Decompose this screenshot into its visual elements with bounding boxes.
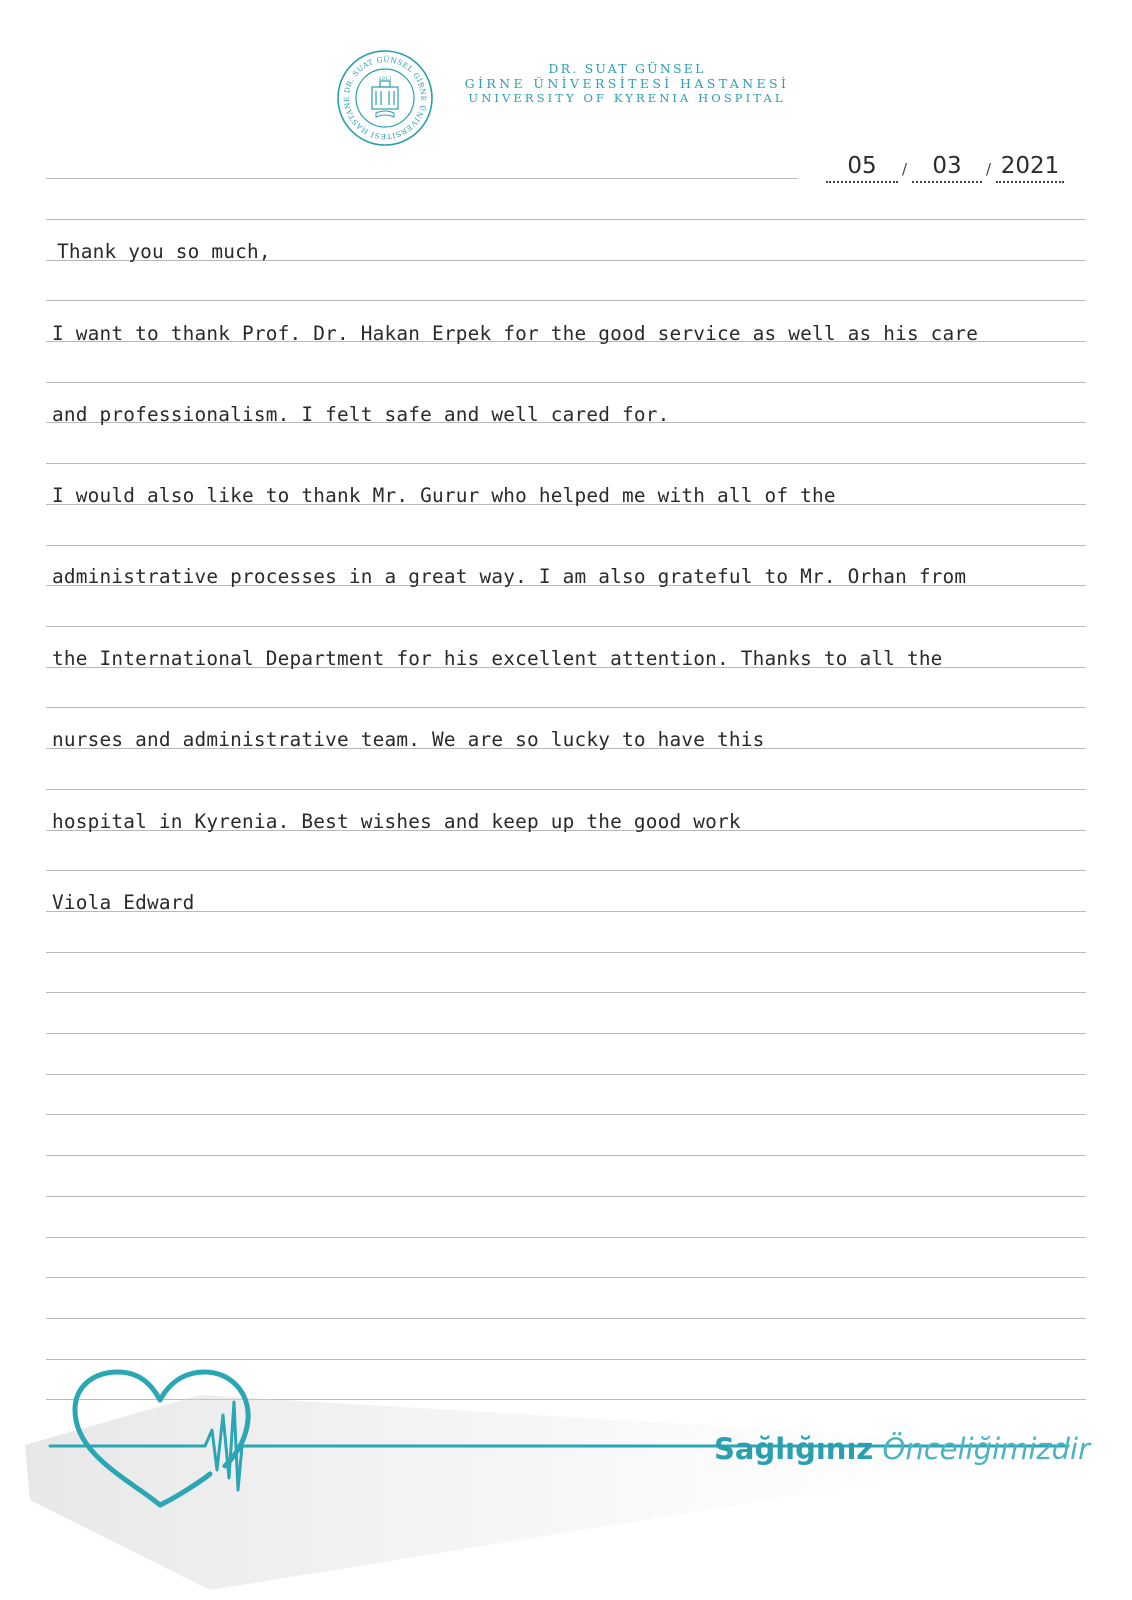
- date-year: 2021: [996, 151, 1064, 183]
- letter-line: administrative processes in a great way. I am also grateful to Mr. Orhan from: [52, 565, 967, 588]
- ruled-line: [46, 1114, 1086, 1115]
- letter-line: the International Department for his excellent attention. Thanks to all the: [52, 647, 943, 670]
- hospital-name-line-3: UNIVERSITY OF KYRENIA HOSPITAL: [468, 91, 786, 105]
- ruled-line: [46, 1277, 1086, 1278]
- footer-slogan: [714, 1432, 1090, 1466]
- date-separator: /: [902, 160, 908, 178]
- ruled-line: [46, 1074, 1086, 1075]
- letter-line: hospital in Kyrenia. Best wishes and keep up the good work: [52, 810, 741, 833]
- date-day: 05: [826, 151, 898, 183]
- ruled-line: [46, 1033, 1086, 1034]
- ruled-line: [46, 1196, 1086, 1197]
- ruled-line: [46, 1237, 1086, 1238]
- ruled-line: [46, 219, 1086, 220]
- date-separator: /: [986, 160, 992, 178]
- ruled-line: [46, 1155, 1086, 1156]
- heart-pulse-footer-art: [0, 1360, 1132, 1600]
- ruled-line: [46, 952, 1086, 953]
- seal-year: 2013: [378, 76, 392, 82]
- ruled-line: [46, 178, 798, 179]
- ruled-line: [46, 463, 1086, 464]
- hospital-name-line-1: DR. SUAT GÜNSEL: [548, 61, 706, 76]
- ruled-line: [46, 626, 1086, 627]
- ruled-line: [46, 870, 1086, 871]
- slogan-italic: Önceliğimizdir: [882, 1432, 1090, 1466]
- letter-line: and professionalism. I felt safe and well cared for.: [52, 403, 670, 426]
- letter-greeting: Thank you so much,: [57, 240, 271, 263]
- letter-line: I want to thank Prof. Dr. Hakan Erpek for the good service as well as his care: [52, 322, 979, 345]
- slogan-bold: Sağlığınız: [714, 1432, 874, 1466]
- ruled-line: [46, 545, 1086, 546]
- ruled-line: [46, 382, 1086, 383]
- letter-signature: Viola Edward: [52, 891, 195, 914]
- ruled-line: [46, 992, 1086, 993]
- date-month: 03: [912, 151, 982, 183]
- hospital-seal-logo: [336, 49, 434, 147]
- svg-text:DR. SUAT GÜNSEL GİRNE ÜNİVERSİ: DR. SUAT GÜNSEL GİRNE ÜNİVERSİTESİ HASTANE: [341, 54, 429, 142]
- letter-line: I would also like to thank Mr. Gurur who helped me with all of the: [52, 484, 836, 507]
- ruled-line: [46, 1318, 1086, 1319]
- letter-line: nurses and administrative team. We are so lucky to have this: [52, 728, 765, 751]
- hospital-name-line-2: GİRNE ÜNİVERSİTESİ HASTANESİ: [464, 76, 790, 91]
- ruled-line: [46, 789, 1086, 790]
- ruled-line: [46, 911, 1086, 912]
- ruled-line: [46, 300, 1086, 301]
- ruled-line: [46, 707, 1086, 708]
- hospital-name-block: [452, 62, 802, 106]
